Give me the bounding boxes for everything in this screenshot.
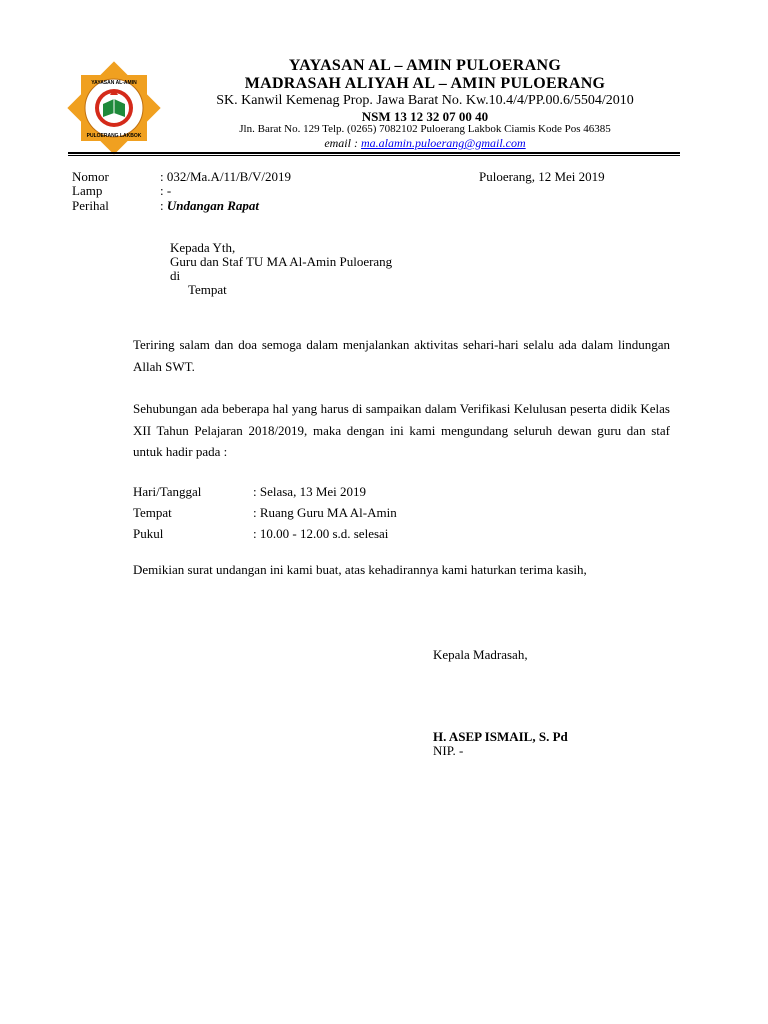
perihal-colon: : [160, 198, 167, 213]
detail-label-date: Hari/Tanggal [133, 484, 202, 499]
nomor-label: Nomor [72, 169, 109, 184]
recipient-greeting: Kepada Yth, [170, 240, 236, 255]
logo-top-text: YAYASAN AL-AMIN [91, 80, 137, 86]
recipient-name: Guru dan Staf TU MA Al-Amin Puloerang [170, 254, 393, 269]
email-link[interactable]: ma.alamin.puloerang@gmail.com [360, 136, 526, 150]
signature-title: Kepala Madrasah, [433, 647, 528, 662]
recipient-di: di [170, 268, 181, 283]
signature-nip: NIP. - [433, 743, 464, 758]
perihal-value: Undangan Rapat [166, 198, 259, 213]
recipient-place: Tempat [188, 282, 227, 297]
madrasah-logo [66, 60, 162, 156]
purpose-paragraph: Sehubungan ada beberapa hal yang harus di sampaikan dalam Verifikasi Kelulusan peserta didik Kelas XII Tahun Pelajaran 2018/2019, maka dengan ini kami mengundang seluruh dewan guru dan staf untuk hadir pada : [133, 401, 670, 459]
email-line [160, 136, 690, 151]
place-date: Puloerang, 12 Mei 2019 [479, 169, 605, 184]
decree-number: SK. Kanwil Kemenag Prop. Jawa Barat No. Kw.10.4/4/PP.00.6/5504/2010 [216, 93, 634, 108]
detail-value-place: : Ruang Guru MA Al-Amin [253, 505, 397, 520]
address-line: Jln. Barat No. 129 Telp. (0265) 7082102 Puloerang Lakbok Ciamis Kode Pos 46385 [239, 123, 611, 135]
school-name: MADRASAH ALIYAH AL – AMIN PULOERANG [244, 75, 606, 92]
detail-value-time: : 10.00 - 12.00 s.d. selesai [253, 526, 389, 541]
lamp-label: Lamp [72, 183, 103, 198]
header-rule-thick [68, 152, 680, 154]
nsm-number: NSM 13 12 32 07 00 40 [361, 109, 489, 124]
greeting-paragraph: Teriring salam dan doa semoga dalam menjalankan aktivitas sehari-hari selalu ada dalam lindungan Allah SWT. [133, 337, 670, 374]
header-rule-thin [68, 155, 680, 156]
detail-value-date: : Selasa, 13 Mei 2019 [253, 484, 367, 499]
email-label: email : [324, 136, 361, 150]
perihal-line [160, 198, 259, 214]
closing-sentence: Demikian surat undangan ini kami buat, atas kehadirannya kami haturkan terima kasih, [133, 562, 587, 577]
logo-bottom-text: PULOERANG LAKBOK [86, 133, 142, 139]
detail-label-place: Tempat [133, 505, 172, 520]
nomor-value: : 032/Ma.A/11/B/V/2019 [160, 169, 291, 184]
signature-name: H. ASEP ISMAIL, S. Pd [433, 729, 568, 744]
foundation-name: YAYASAN AL – AMIN PULOERANG [288, 57, 562, 74]
perihal-label: Perihal [72, 198, 109, 213]
lamp-value: : - [160, 183, 172, 198]
detail-label-time: Pukul [133, 526, 164, 541]
